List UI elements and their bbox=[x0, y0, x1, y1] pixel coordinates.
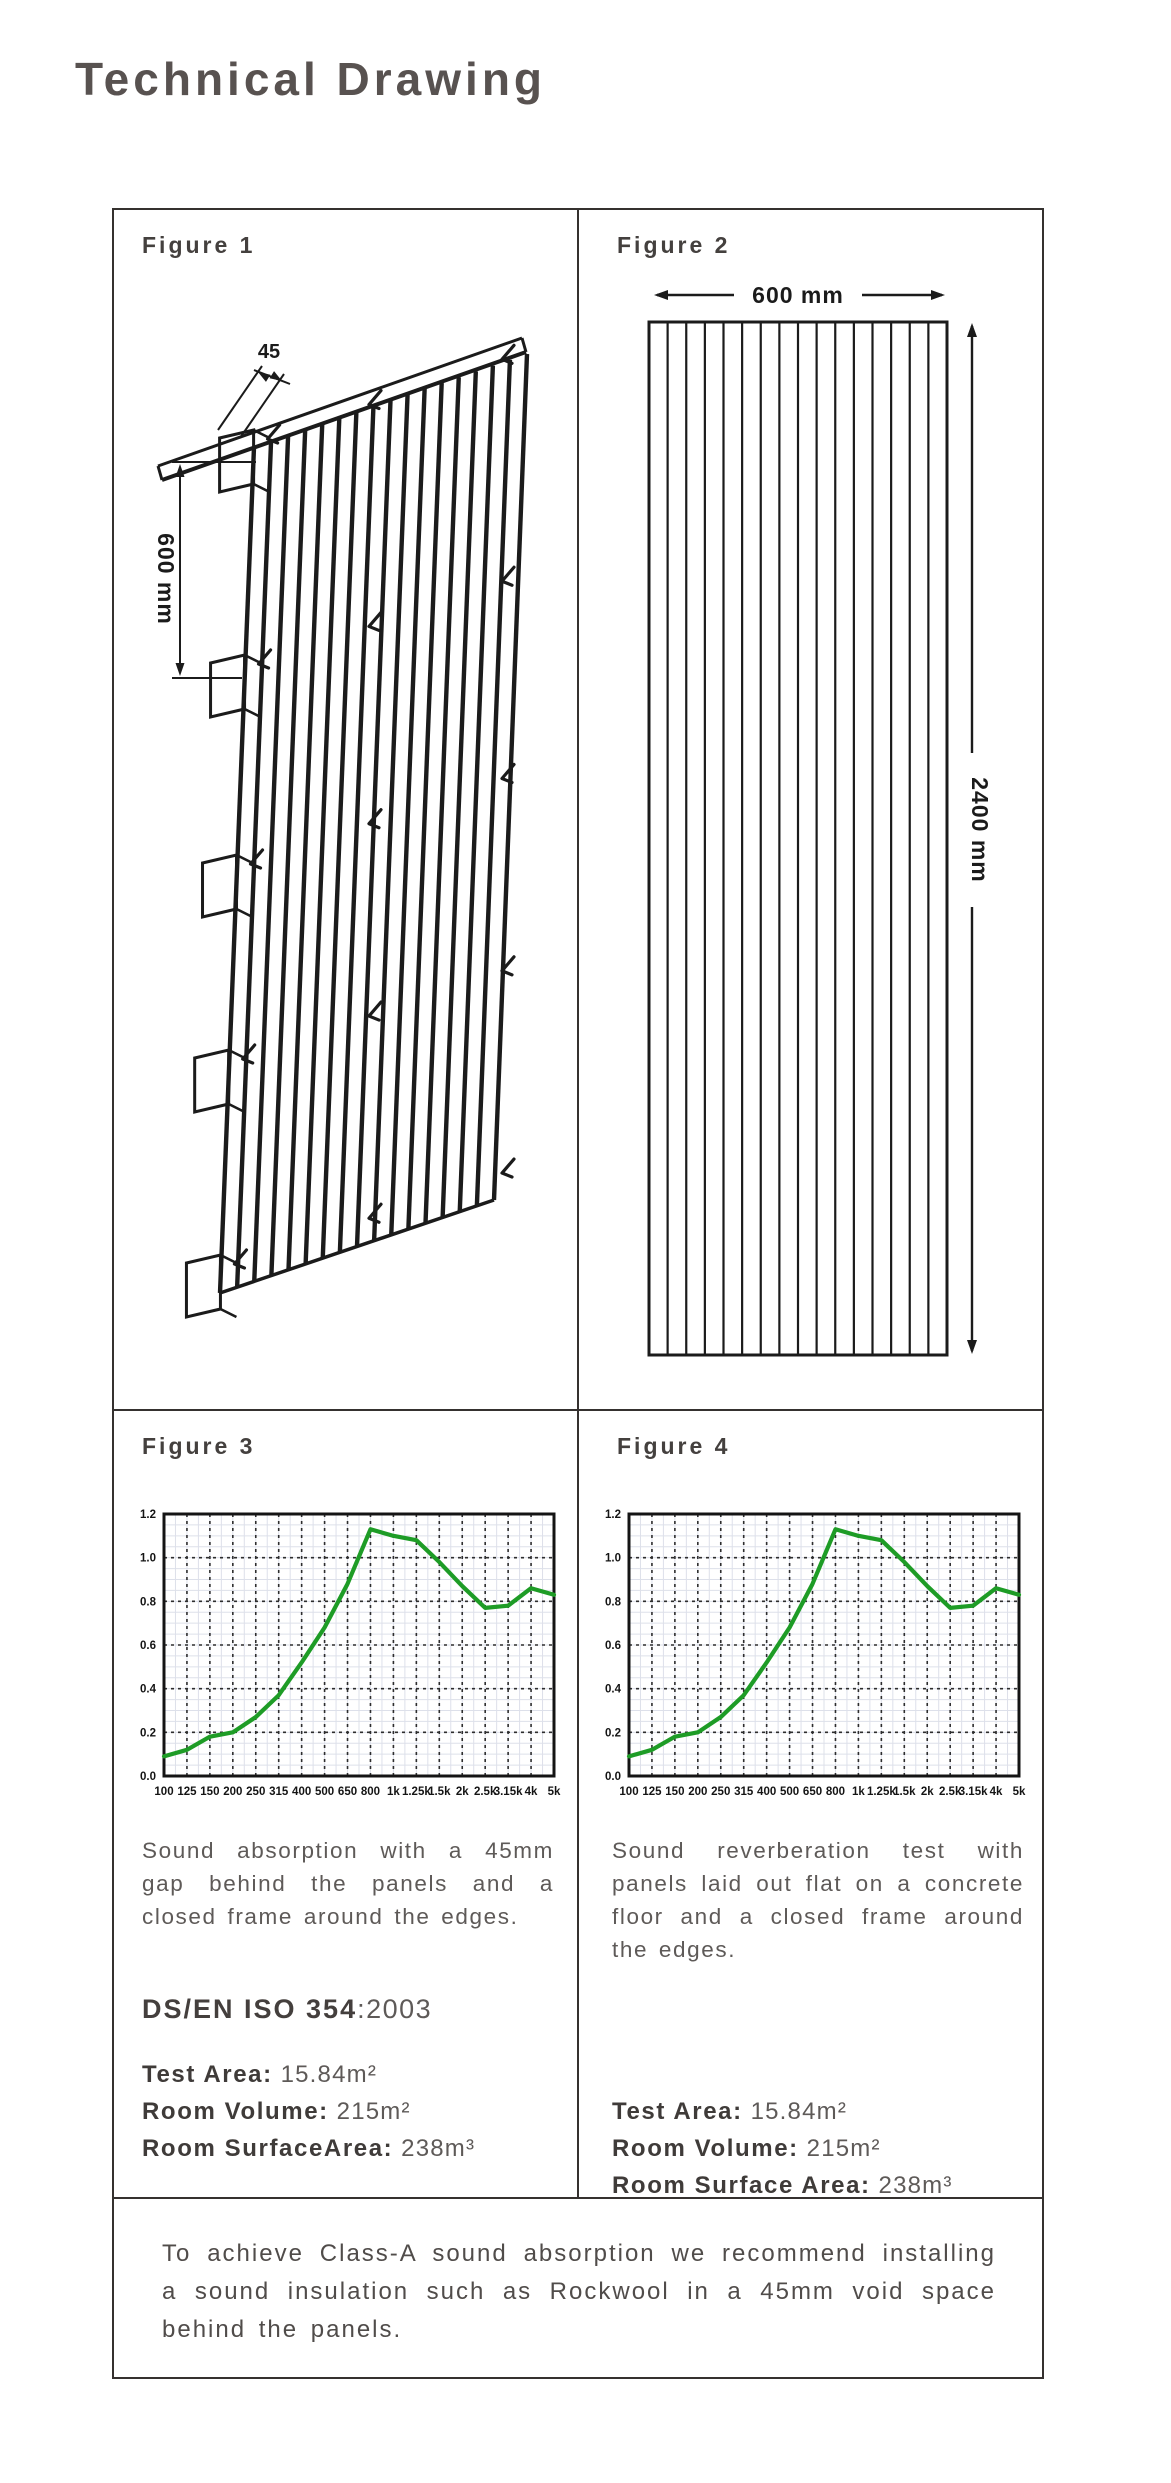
svg-text:250: 250 bbox=[711, 1786, 731, 1798]
spec-row: Room SurfaceArea: 238m³ bbox=[142, 2135, 476, 2162]
svg-text:2.5k: 2.5k bbox=[938, 1786, 962, 1798]
svg-text:4k: 4k bbox=[989, 1786, 1003, 1798]
figure3-cell bbox=[114, 1411, 579, 2197]
svg-text:150: 150 bbox=[665, 1786, 685, 1798]
fig2-height-label: 2400 mm bbox=[967, 777, 993, 883]
svg-text:0.0: 0.0 bbox=[140, 1771, 156, 1783]
svg-text:315: 315 bbox=[269, 1786, 289, 1798]
figure3-specs bbox=[142, 2056, 475, 2167]
figure1-label: Figure 1 bbox=[142, 232, 256, 258]
figures-table bbox=[112, 208, 1044, 2379]
svg-text:1.0: 1.0 bbox=[605, 1552, 621, 1565]
svg-text:150: 150 bbox=[200, 1786, 220, 1798]
svg-text:100: 100 bbox=[619, 1786, 639, 1798]
svg-text:0.2: 0.2 bbox=[140, 1727, 156, 1740]
dim-600mm-label: 600 mm bbox=[153, 533, 179, 625]
svg-text:500: 500 bbox=[779, 1786, 800, 1798]
iso-standard bbox=[142, 1994, 432, 2025]
figure4-chart bbox=[579, 1471, 1042, 1816]
figure3-caption: Sound absorption with a 45mm gap behind the panels and a closed frame around the edges. bbox=[142, 1838, 554, 1929]
svg-text:0.4: 0.4 bbox=[605, 1683, 621, 1696]
svg-text:1.5k: 1.5k bbox=[893, 1786, 916, 1798]
svg-text:2k: 2k bbox=[920, 1786, 934, 1798]
svg-text:1.2: 1.2 bbox=[605, 1509, 621, 1521]
figures-row-bottom bbox=[114, 1409, 1042, 2197]
figure2-label: Figure 2 bbox=[617, 232, 731, 258]
iso-standard-name: DS/EN ISO 354 bbox=[142, 1994, 358, 2024]
svg-text:800: 800 bbox=[825, 1786, 846, 1798]
figure1-drawing bbox=[114, 210, 579, 1409]
svg-text:100: 100 bbox=[154, 1786, 174, 1798]
svg-text:650: 650 bbox=[802, 1786, 823, 1798]
svg-text:0.6: 0.6 bbox=[140, 1640, 156, 1652]
note-row bbox=[114, 2197, 1042, 2377]
svg-text:3.15k: 3.15k bbox=[493, 1786, 523, 1798]
figure3-label: Figure 3 bbox=[142, 1433, 256, 1459]
dim-45-label: 45 bbox=[257, 341, 281, 363]
figure1-cell bbox=[114, 210, 579, 1409]
svg-text:400: 400 bbox=[757, 1786, 777, 1798]
spec-row: Room Volume: 215m² bbox=[142, 2098, 411, 2125]
svg-text:0.4: 0.4 bbox=[140, 1683, 156, 1696]
svg-text:250: 250 bbox=[246, 1786, 266, 1798]
svg-text:125: 125 bbox=[177, 1786, 197, 1798]
iso-standard-year: :2003 bbox=[357, 1994, 433, 2024]
svg-text:315: 315 bbox=[734, 1786, 754, 1798]
svg-text:1.0: 1.0 bbox=[140, 1552, 156, 1565]
figure4-specs bbox=[612, 2093, 953, 2197]
figure4-label: Figure 4 bbox=[617, 1433, 731, 1459]
svg-text:1.5k: 1.5k bbox=[428, 1786, 451, 1798]
figure4-cell bbox=[579, 1411, 1042, 2197]
svg-text:4k: 4k bbox=[524, 1786, 538, 1798]
svg-text:3.15k: 3.15k bbox=[958, 1786, 988, 1798]
fig2-width-label: 600 mm bbox=[752, 282, 844, 308]
svg-text:5k: 5k bbox=[1012, 1786, 1026, 1798]
svg-text:1k: 1k bbox=[387, 1786, 400, 1798]
recommendation-note: To achieve Class-A sound absorption we recommend installing a sound insulation such as Rockwool in a 45mm void space behind the panels. bbox=[162, 2240, 996, 2343]
figure4-caption: Sound reverberation test with panels laid out flat on a concrete floor and a closed frame around the edges. bbox=[612, 1838, 1024, 1962]
svg-text:200: 200 bbox=[688, 1786, 708, 1798]
svg-text:0.2: 0.2 bbox=[605, 1727, 621, 1740]
svg-text:2.5k: 2.5k bbox=[473, 1786, 497, 1798]
svg-text:1k: 1k bbox=[852, 1786, 865, 1798]
svg-text:650: 650 bbox=[337, 1786, 358, 1798]
svg-text:125: 125 bbox=[642, 1786, 662, 1798]
spec-row: Test Area: 15.84m² bbox=[612, 2098, 848, 2125]
spec-row: Test Area: 15.84m² bbox=[142, 2061, 378, 2088]
figures-row-top bbox=[114, 210, 1042, 1409]
svg-text:0.0: 0.0 bbox=[605, 1771, 621, 1783]
svg-text:0.6: 0.6 bbox=[605, 1640, 621, 1652]
svg-text:0.8: 0.8 bbox=[605, 1596, 621, 1609]
svg-text:500: 500 bbox=[314, 1786, 335, 1798]
figure2-drawing bbox=[579, 210, 1042, 1409]
figure2-cell bbox=[579, 210, 1042, 1409]
spec-row: Room Surface Area: 238m³ bbox=[612, 2172, 953, 2197]
svg-text:800: 800 bbox=[360, 1786, 381, 1798]
figure3-chart bbox=[114, 1471, 579, 1816]
svg-text:2k: 2k bbox=[455, 1786, 469, 1798]
svg-text:200: 200 bbox=[223, 1786, 243, 1798]
spec-row: Room Volume: 215m² bbox=[612, 2135, 881, 2162]
svg-text:400: 400 bbox=[292, 1786, 312, 1798]
svg-text:1.25k: 1.25k bbox=[866, 1786, 896, 1798]
svg-text:1.2: 1.2 bbox=[140, 1509, 156, 1521]
svg-text:1.25k: 1.25k bbox=[401, 1786, 431, 1798]
svg-text:0.8: 0.8 bbox=[140, 1596, 156, 1609]
page-title: Technical Drawing bbox=[75, 53, 547, 105]
svg-text:5k: 5k bbox=[547, 1786, 561, 1798]
